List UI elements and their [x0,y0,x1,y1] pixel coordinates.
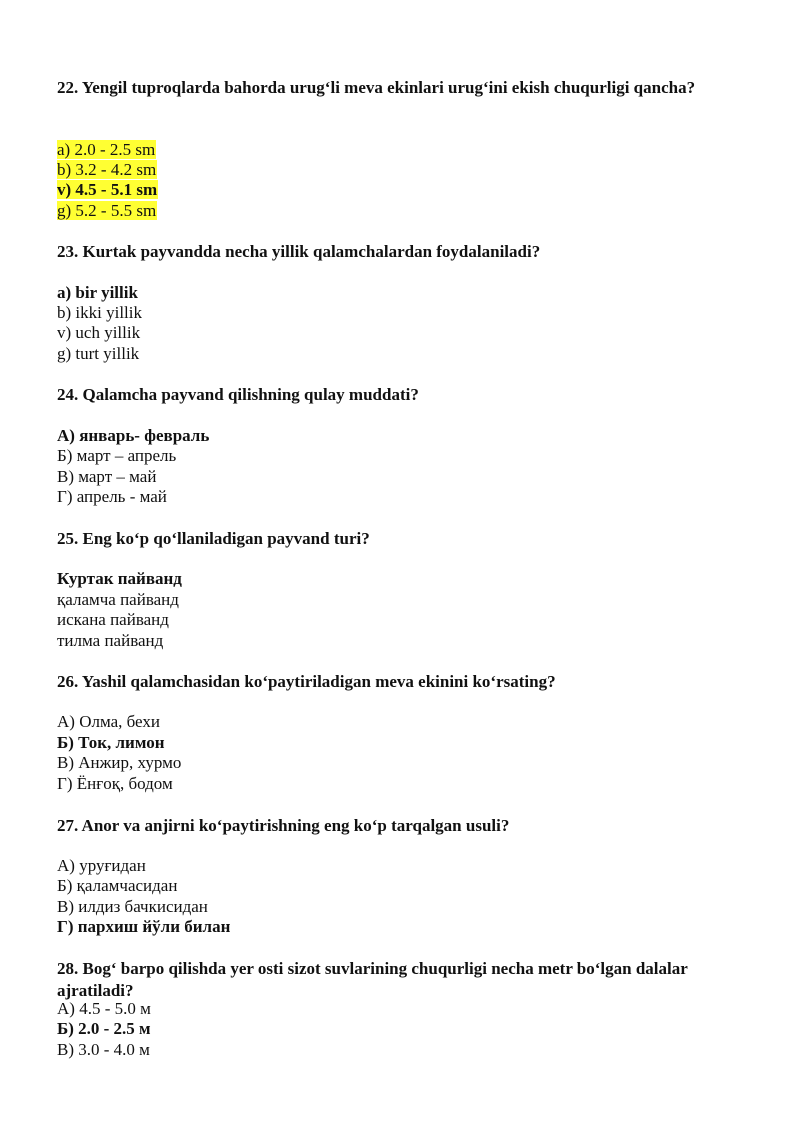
highlight: v) 4.5 - 5.1 sm [57,180,158,199]
q24-option-g: Г) апрель - май [57,487,167,506]
q23-option-v: v) uch yillik [57,323,141,342]
q25-option-1-correct: Куртак пайванд [57,569,182,588]
highlight: b) 3.2 - 4.2 sm [57,160,157,179]
q22-option-v-correct [57,180,158,200]
question-27: 27. Anor va anjirni ko‘paytirishning eng ko‘p tarqalgan usuli? [57,816,510,835]
question-22: 22. Yengil tuproqlarda bahorda urug‘li meva ekinlari urug‘ini ekish chuqurligi qancha? [57,78,696,97]
q26-option-v: В) Анжир, хурмо [57,753,182,772]
q22-option-g [57,201,157,221]
question-23: 23. Kurtak payvandda necha yillik qalamchalardan foydalaniladi? [57,242,541,261]
question-28: 28. Bog‘ barpo qilishda yer osti sizot suvlarining chuqurligi necha metr bo‘lgan dalalar ajratiladi? [57,959,688,1000]
q28-option-a: А) 4.5 - 5.0 м [57,999,151,1018]
q25-option-4: тилма пайванд [57,631,164,650]
q22-option-a [57,140,156,160]
q27-option-a: А) уруғидан [57,856,146,875]
q25-option-2: қаламча пайванд [57,590,179,609]
q27-option-g-correct: Г) пархиш йўли билан [57,917,231,936]
highlight: g) 5.2 - 5.5 sm [57,201,157,220]
q24-option-a-correct: А) январь- февраль [57,426,210,445]
q27-option-v: В) илдиз бачкисидан [57,897,208,916]
q28-option-v: В) 3.0 - 4.0 м [57,1040,150,1059]
q23-option-a-correct: a) bir yillik [57,283,138,302]
q24-option-b: Б) март – апрель [57,446,177,465]
question-24: 24. Qalamcha payvand qilishning qulay muddati? [57,385,419,404]
q24-option-v: В) март – май [57,467,157,486]
q26-option-g: Г) Ёнғоқ, бодом [57,774,173,793]
q23-option-b: b) ikki yillik [57,303,142,322]
q22-option-b [57,160,157,180]
q25-option-3: искана пайванд [57,610,169,629]
q26-option-b-correct: Б) Ток, лимон [57,733,165,752]
question-25: 25. Eng ko‘p qo‘llaniladigan payvand turi? [57,529,370,548]
q28-option-b-correct: Б) 2.0 - 2.5 м [57,1019,151,1038]
q26-option-a: А) Олма, бехи [57,712,160,731]
question-26: 26. Yashil qalamchasidan ko‘paytiriladigan meva ekinini ko‘rsating? [57,672,556,691]
q27-option-b: Б) қаламчасидан [57,876,178,895]
q23-option-g: g) turt yillik [57,344,140,363]
highlight: a) 2.0 - 2.5 sm [57,140,156,159]
